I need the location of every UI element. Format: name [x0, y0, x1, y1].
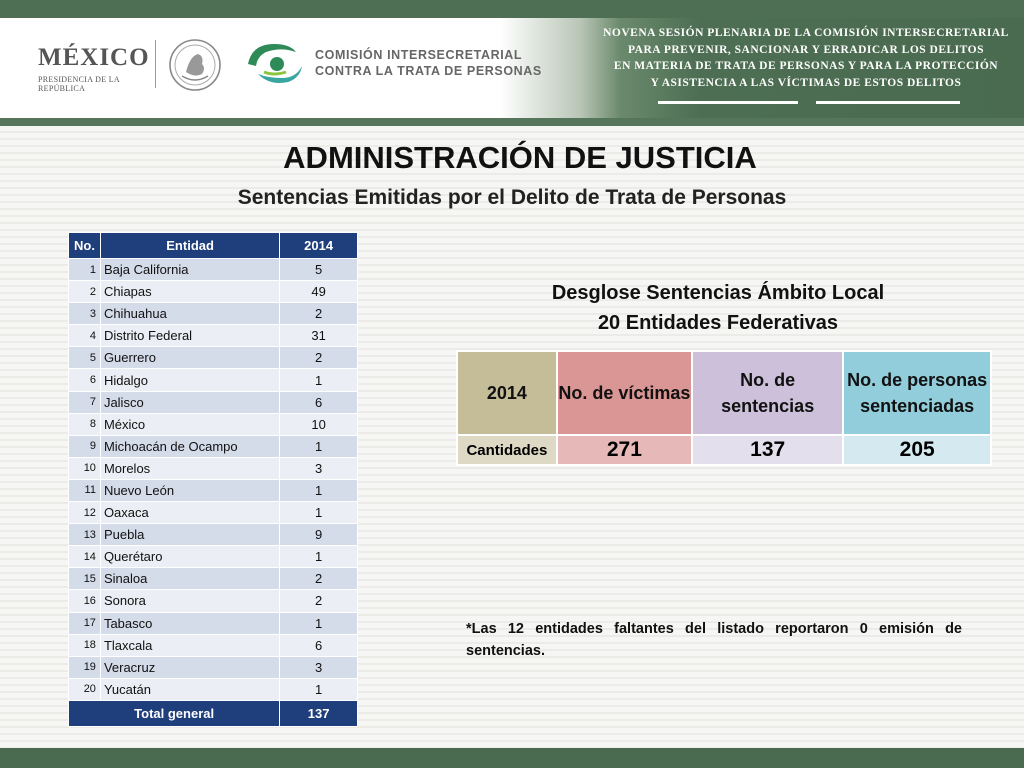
- summary-header-personas: No. de personas sentenciadas: [843, 351, 991, 435]
- row-entidad: Chiapas: [100, 281, 279, 303]
- row-number: 20: [69, 678, 101, 700]
- row-value: 2: [280, 590, 358, 612]
- footnote: *Las 12 entidades faltantes del listado reportaron 0 emisión de sentencias.: [466, 621, 962, 659]
- total-label: Total general: [69, 700, 280, 726]
- entidades-table: [68, 232, 358, 727]
- table-row: [69, 457, 358, 479]
- row-entidad: Puebla: [100, 524, 279, 546]
- row-number: 13: [69, 524, 101, 546]
- row-entidad: Yucatán: [100, 678, 279, 700]
- row-entidad: Querétaro: [100, 546, 279, 568]
- row-number: 17: [69, 612, 101, 634]
- table-row: [69, 369, 358, 391]
- summary-table: [456, 350, 992, 466]
- row-entidad: Tlaxcala: [100, 634, 279, 656]
- table-row: [69, 678, 358, 700]
- mexico-logo-subtitle: PRESIDENCIA DE LA REPÚBLICA: [38, 75, 120, 93]
- mexico-logo: [38, 44, 148, 93]
- row-number: 18: [69, 634, 101, 656]
- desglose-title-line1: Desglose Sentencias Ámbito Local: [551, 282, 885, 304]
- summary-row-label: Cantidades: [457, 435, 557, 465]
- table-row: [69, 568, 358, 590]
- row-value: 3: [280, 457, 358, 479]
- row-number: 1: [69, 259, 101, 281]
- commission-name: [315, 47, 542, 79]
- entidades-table-body: [69, 259, 358, 701]
- summary-header-victimas: No. de víctimas: [557, 351, 692, 435]
- row-entidad: Jalisco: [100, 391, 279, 413]
- table-row: [69, 479, 358, 501]
- logo-divider: [155, 40, 156, 88]
- row-value: 1: [280, 369, 358, 391]
- row-entidad: Sonora: [100, 590, 279, 612]
- table-row: [69, 590, 358, 612]
- column-header-year: 2014: [280, 233, 358, 259]
- row-value: 49: [280, 281, 358, 303]
- summary-victimas-value: 271: [557, 435, 692, 465]
- row-value: 2: [280, 347, 358, 369]
- desglose-title-line2: 20 Entidades Federativas: [597, 312, 839, 334]
- column-header-entidad: Entidad: [100, 233, 279, 259]
- summary-personas-value: 205: [843, 435, 991, 465]
- row-number: 16: [69, 590, 101, 612]
- row-value: 2: [280, 303, 358, 325]
- session-title-line: Y ASISTENCIA A LAS VÍCTIMAS DE ESTOS DELITOS: [650, 76, 962, 89]
- table-row: [69, 347, 358, 369]
- table-row: [69, 524, 358, 546]
- session-title: [596, 25, 1016, 91]
- slide-title: ADMINISTRACIÓN DE JUSTICIA: [283, 140, 757, 175]
- row-value: 2: [280, 568, 358, 590]
- row-value: 1: [280, 435, 358, 457]
- row-entidad: Guerrero: [100, 347, 279, 369]
- row-entidad: Nuevo León: [100, 479, 279, 501]
- header-bottom-band: [0, 118, 1024, 126]
- session-title-line: NOVENA SESIÓN PLENARIA DE LA COMISIÓN INTERSECRETARIAL: [603, 27, 1009, 39]
- row-number: 14: [69, 546, 101, 568]
- row-number: 2: [69, 281, 101, 303]
- row-value: 1: [280, 502, 358, 524]
- table-row: [69, 502, 358, 524]
- row-value: 1: [280, 479, 358, 501]
- table-row: [69, 612, 358, 634]
- row-number: 5: [69, 347, 101, 369]
- session-underline: [658, 101, 960, 104]
- slide-subtitle: Sentencias Emitidas por el Delito de Trata de Personas: [237, 186, 787, 209]
- row-number: 15: [69, 568, 101, 590]
- commission-logo-icon: [244, 38, 306, 90]
- commission-name-line2: CONTRA LA TRATA DE PERSONAS: [315, 64, 542, 78]
- row-number: 19: [69, 656, 101, 678]
- row-number: 10: [69, 457, 101, 479]
- row-entidad: Tabasco: [100, 612, 279, 634]
- summary-sentencias-value: 137: [692, 435, 843, 465]
- row-number: 4: [69, 325, 101, 347]
- table-row: [69, 259, 358, 281]
- table-row: [69, 546, 358, 568]
- row-value: 10: [280, 413, 358, 435]
- row-value: 31: [280, 325, 358, 347]
- row-number: 12: [69, 502, 101, 524]
- table-row: [69, 413, 358, 435]
- summary-header-year: 2014: [457, 351, 557, 435]
- row-number: 11: [69, 479, 101, 501]
- row-value: 6: [280, 391, 358, 413]
- row-value: 9: [280, 524, 358, 546]
- row-value: 1: [280, 678, 358, 700]
- row-entidad: Baja California: [100, 259, 279, 281]
- row-value: 5: [280, 259, 358, 281]
- summary-header-sentencias: No. de sentencias: [692, 351, 843, 435]
- mexico-logo-title: MÉXICO: [38, 44, 150, 71]
- column-header-no: No.: [69, 233, 101, 259]
- table-row: [69, 656, 358, 678]
- row-entidad: México: [100, 413, 279, 435]
- row-entidad: Sinaloa: [100, 568, 279, 590]
- row-entidad: Chihuahua: [100, 303, 279, 325]
- row-number: 9: [69, 435, 101, 457]
- row-number: 6: [69, 369, 101, 391]
- mexico-seal-icon: [168, 38, 222, 92]
- row-entidad: Veracruz: [100, 656, 279, 678]
- row-value: 1: [280, 612, 358, 634]
- table-row: [69, 435, 358, 457]
- summary-header-row: [457, 351, 991, 435]
- row-entidad: Morelos: [100, 457, 279, 479]
- table-row: [69, 634, 358, 656]
- session-title-line: PARA PREVENIR, SANCIONAR Y ERRADICAR LOS DELITOS: [628, 43, 984, 56]
- session-title-line: EN MATERIA DE TRATA DE PERSONAS Y PARA LA PROTECCIÓN: [613, 60, 999, 72]
- table-row: [69, 303, 358, 325]
- table-row: [69, 391, 358, 413]
- desglose-heading: [440, 278, 996, 338]
- row-entidad: Oaxaca: [100, 502, 279, 524]
- row-value: 1: [280, 546, 358, 568]
- row-number: 7: [69, 391, 101, 413]
- table-header-row: [69, 233, 358, 259]
- commission-name-line1: COMISIÓN INTERSECRETARIAL: [315, 48, 523, 62]
- total-row: [69, 700, 358, 726]
- total-value: 137: [280, 700, 358, 726]
- table-row: [69, 281, 358, 303]
- row-entidad: Michoacán de Ocampo: [100, 435, 279, 457]
- row-value: 3: [280, 656, 358, 678]
- row-entidad: Hidalgo: [100, 369, 279, 391]
- row-entidad: Distrito Federal: [100, 325, 279, 347]
- row-number: 8: [69, 413, 101, 435]
- table-row: [69, 325, 358, 347]
- footer-bar: [0, 748, 1024, 768]
- summary-data-row: [457, 435, 991, 465]
- row-value: 6: [280, 634, 358, 656]
- row-number: 3: [69, 303, 101, 325]
- header-top-bar: [0, 0, 1024, 18]
